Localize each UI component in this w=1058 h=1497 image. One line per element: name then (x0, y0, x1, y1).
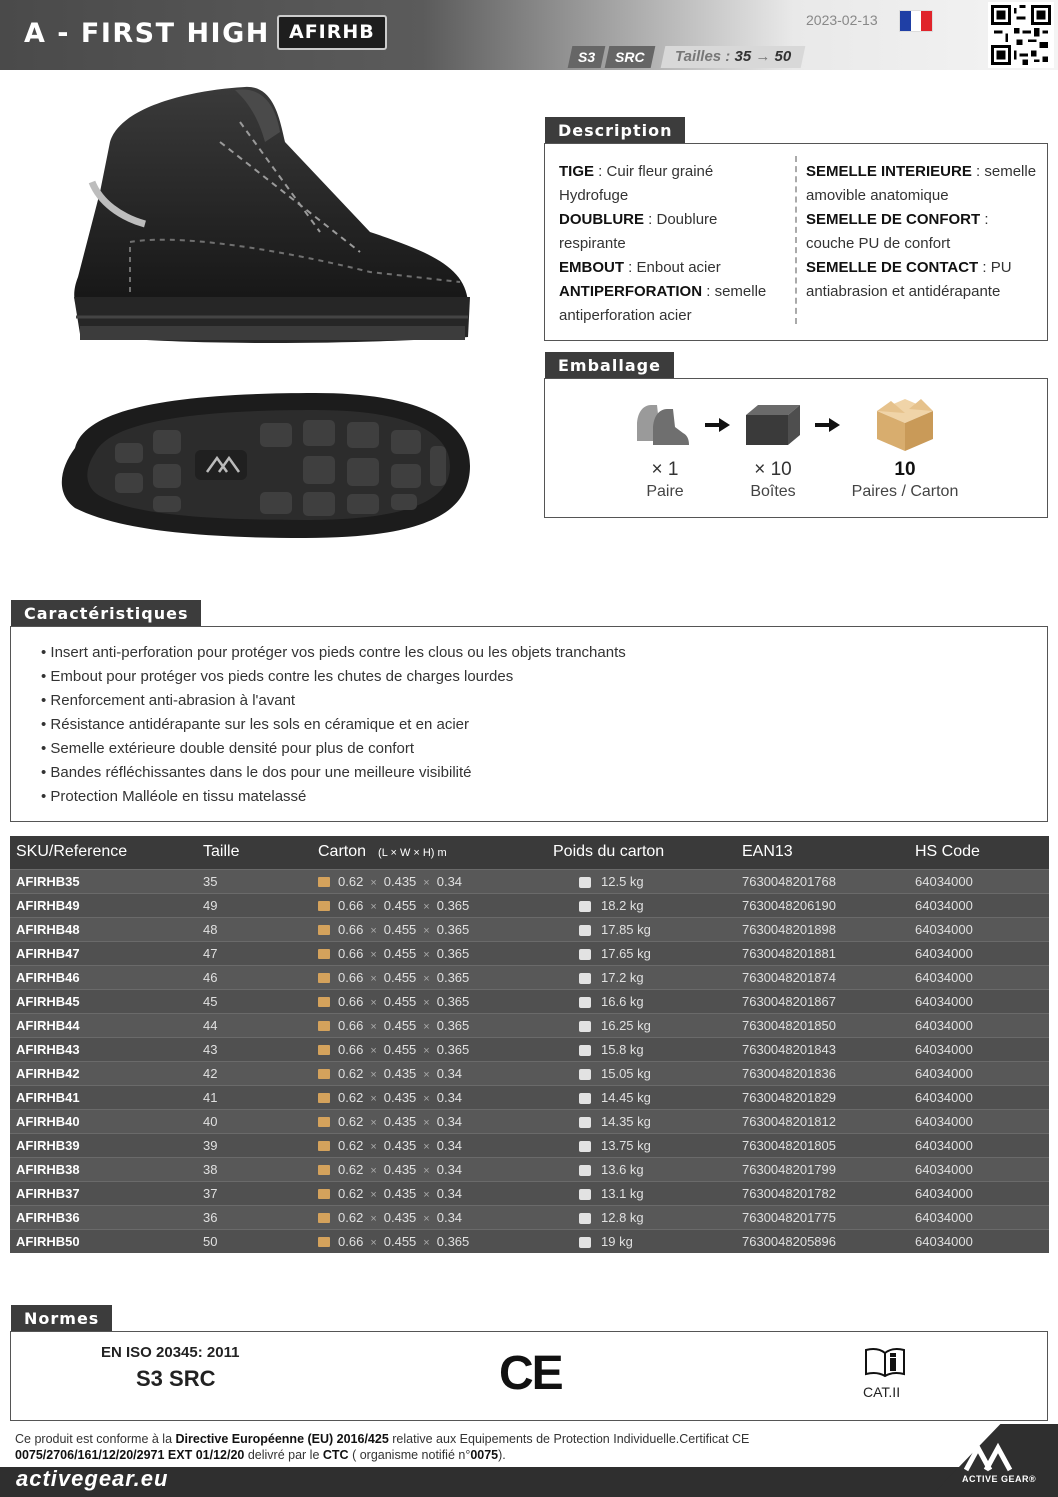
cell-poids: 14.35 kg (547, 1109, 736, 1133)
table-row (10, 1157, 1049, 1181)
cell-sku: AFIRHB45 (10, 989, 197, 1013)
normes-tab: Normes (11, 1305, 112, 1332)
carton-icon (318, 1189, 330, 1199)
cell-sku: AFIRHB40 (10, 1109, 197, 1133)
cell-carton: 0.62 × 0.435 × 0.34 (312, 1085, 547, 1109)
cell-poids: 16.6 kg (547, 989, 736, 1013)
cell-sku: AFIRHB39 (10, 1133, 197, 1157)
weight-icon (579, 1045, 591, 1056)
cell-carton: 0.66 × 0.455 × 0.365 (312, 1037, 547, 1061)
cell-ean: 7630048201874 (736, 965, 909, 989)
cell-carton: 0.66 × 0.455 × 0.365 (312, 917, 547, 941)
cell-carton: 0.62 × 0.435 × 0.34 (312, 869, 547, 893)
category-label: CAT.II (863, 1384, 901, 1400)
cell-hs: 64034000 (909, 965, 1049, 989)
caracteristiques-box (10, 626, 1048, 822)
tag-src: SRC (605, 46, 655, 68)
norme-classification: S3 SRC (136, 1366, 216, 1391)
cell-poids: 17.65 kg (547, 941, 736, 965)
cell-poids: 12.5 kg (547, 869, 736, 893)
cell-sku: AFIRHB49 (10, 893, 197, 917)
cell-sku: AFIRHB35 (10, 869, 197, 893)
cell-ean: 7630048201898 (736, 917, 909, 941)
weight-icon (579, 1213, 591, 1224)
cell-poids: 13.1 kg (547, 1181, 736, 1205)
emballage-tab: Emballage (545, 352, 674, 379)
carton-icon (318, 877, 330, 887)
cell-hs: 64034000 (909, 1037, 1049, 1061)
cell-poids: 19 kg (547, 1229, 736, 1253)
cell-carton: 0.62 × 0.435 × 0.34 (312, 1061, 547, 1085)
boot-side-image (70, 82, 475, 352)
carton-icon (318, 1117, 330, 1127)
cell-ean: 7630048201867 (736, 989, 909, 1013)
carton-icon (318, 997, 330, 1007)
weight-icon (579, 997, 591, 1008)
cell-poids: 17.85 kg (547, 917, 736, 941)
cell-hs: 64034000 (909, 869, 1049, 893)
cell-taille: 45 (197, 989, 312, 1013)
cell-sku: AFIRHB43 (10, 1037, 197, 1061)
cell-carton: 0.62 × 0.435 × 0.34 (312, 1109, 547, 1133)
open-book-info-icon (864, 1346, 906, 1378)
weight-icon (579, 1165, 591, 1176)
cell-hs: 64034000 (909, 1181, 1049, 1205)
cell-sku: AFIRHB42 (10, 1061, 197, 1085)
table-header-row (10, 836, 1049, 869)
table-row (10, 893, 1049, 917)
cell-sku: AFIRHB38 (10, 1157, 197, 1181)
cell-sku: AFIRHB41 (10, 1085, 197, 1109)
carton-icon (318, 1165, 330, 1175)
ce-mark-icon: CE (499, 1347, 562, 1400)
norme-standard: EN ISO 20345: 2011 (101, 1344, 240, 1361)
cell-hs: 64034000 (909, 1205, 1049, 1229)
product-code-badge: AFIRHB (277, 15, 387, 50)
cell-hs: 64034000 (909, 1229, 1049, 1253)
cell-hs: 64034000 (909, 989, 1049, 1013)
website-link[interactable]: activegear.eu (16, 1466, 169, 1491)
cell-ean: 7630048201812 (736, 1109, 909, 1133)
cell-sku: AFIRHB44 (10, 1013, 197, 1037)
feature-item: • Protection Malléole en tissu matelassé (41, 785, 626, 809)
desc-item-semelle-confort: SEMELLE DE CONFORT : couche PU de confort (806, 211, 989, 252)
cell-taille: 44 (197, 1013, 312, 1037)
cell-taille: 37 (197, 1181, 312, 1205)
weight-icon (579, 877, 591, 888)
weight-icon (579, 973, 591, 984)
feature-item: • Bandes réfléchissantes dans le dos pour une meilleure visibilité (41, 761, 626, 785)
cell-carton: 0.66 × 0.455 × 0.365 (312, 893, 547, 917)
carton-icon (318, 1021, 330, 1031)
carton-icon (318, 1141, 330, 1151)
emballage-box (544, 378, 1048, 518)
table-row (10, 1205, 1049, 1229)
emballage-boites: × 10 Boîtes (750, 459, 796, 500)
cell-taille: 35 (197, 869, 312, 893)
weight-icon (579, 1189, 591, 1200)
weight-icon (579, 1117, 591, 1128)
cell-taille: 49 (197, 893, 312, 917)
shoe-box-icon (742, 401, 802, 447)
cell-ean: 7630048201843 (736, 1037, 909, 1061)
product-title: A - FIRST HIGH (24, 18, 270, 49)
cell-taille: 38 (197, 1157, 312, 1181)
emballage-carton: 10 Paires / Carton (851, 459, 959, 500)
table-row (10, 965, 1049, 989)
cell-hs: 64034000 (909, 1157, 1049, 1181)
cell-sku: AFIRHB36 (10, 1205, 197, 1229)
desc-item-tige: TIGE : Cuir fleur grainé Hydrofuge (559, 163, 714, 204)
cell-poids: 13.75 kg (547, 1133, 736, 1157)
carton-icon (318, 901, 330, 911)
cell-carton: 0.66 × 0.455 × 0.365 (312, 1013, 547, 1037)
cell-carton: 0.66 × 0.455 × 0.365 (312, 989, 547, 1013)
cell-taille: 40 (197, 1109, 312, 1133)
cell-ean: 7630048201782 (736, 1181, 909, 1205)
desc-item-semelle-interieure: SEMELLE INTERIEURE : semelle amovible anatomique (806, 163, 1037, 204)
weight-icon (579, 925, 591, 936)
cell-taille: 48 (197, 917, 312, 941)
desc-item-antiperforation: ANTIPERFORATION : semelle antiperforation acier (559, 283, 767, 324)
cell-ean: 7630048201775 (736, 1205, 909, 1229)
cell-carton: 0.62 × 0.435 × 0.34 (312, 1133, 547, 1157)
carton-box-icon (873, 395, 937, 453)
cell-hs: 64034000 (909, 1013, 1049, 1037)
feature-item: • Renforcement anti-abrasion à l'avant (41, 689, 626, 713)
size-range: Tailles : 35 → 50 (660, 46, 805, 68)
features-list (41, 641, 626, 809)
cell-ean: 7630048201881 (736, 941, 909, 965)
cell-taille: 46 (197, 965, 312, 989)
table-row (10, 1229, 1049, 1253)
table-row (10, 869, 1049, 893)
cell-poids: 18.2 kg (547, 893, 736, 917)
cell-ean: 7630048201850 (736, 1013, 909, 1037)
carton-icon (318, 925, 330, 935)
cell-hs: 64034000 (909, 917, 1049, 941)
active-gear-logo-icon (964, 1440, 1016, 1472)
caracteristiques-tab: Caractéristiques (11, 600, 201, 627)
col-header-poids: Poids du carton (547, 836, 736, 869)
cell-carton: 0.66 × 0.455 × 0.365 (312, 965, 547, 989)
cell-ean: 7630048201829 (736, 1085, 909, 1109)
col-header-sku: SKU/Reference (10, 836, 197, 869)
tag-s3: S3 (568, 46, 606, 68)
cell-carton: 0.66 × 0.455 × 0.365 (312, 941, 547, 965)
arrow-right-icon (705, 417, 731, 433)
carton-icon (318, 1093, 330, 1103)
certification-tags (570, 46, 803, 68)
cell-hs: 64034000 (909, 1133, 1049, 1157)
cell-sku: AFIRHB46 (10, 965, 197, 989)
cell-taille: 50 (197, 1229, 312, 1253)
cell-ean: 7630048201805 (736, 1133, 909, 1157)
table-row (10, 1061, 1049, 1085)
table-row (10, 1181, 1049, 1205)
table-row (10, 1085, 1049, 1109)
boot-sole-image (55, 388, 473, 543)
description-right-column (806, 160, 1041, 304)
description-left-column (559, 160, 784, 328)
cell-taille: 39 (197, 1133, 312, 1157)
cell-poids: 12.8 kg (547, 1205, 736, 1229)
cell-ean: 7630048206190 (736, 893, 909, 917)
cell-hs: 64034000 (909, 941, 1049, 965)
cell-poids: 17.2 kg (547, 965, 736, 989)
cell-ean: 7630048205896 (736, 1229, 909, 1253)
qr-code[interactable] (988, 2, 1054, 68)
col-header-ean: EAN13 (736, 836, 909, 869)
cell-sku: AFIRHB37 (10, 1181, 197, 1205)
weight-icon (579, 1141, 591, 1152)
carton-icon (318, 1237, 330, 1247)
cell-poids: 15.8 kg (547, 1037, 736, 1061)
weight-icon (579, 949, 591, 960)
cell-carton: 0.62 × 0.435 × 0.34 (312, 1181, 547, 1205)
cell-poids: 14.45 kg (547, 1085, 736, 1109)
table-row (10, 1037, 1049, 1061)
feature-item: • Insert anti-perforation pour protéger vos pieds contre les clous ou les objets tranchants (41, 641, 626, 665)
feature-item: • Résistance antidérapante sur les sols en céramique et en acier (41, 713, 626, 737)
cell-hs: 64034000 (909, 1061, 1049, 1085)
cell-sku: AFIRHB47 (10, 941, 197, 965)
french-flag-icon (899, 10, 933, 32)
carton-icon (318, 1213, 330, 1223)
brand-name: ACTIVE GEAR® (962, 1474, 1037, 1484)
table-row (10, 1109, 1049, 1133)
emballage-paire: × 1 Paire (646, 459, 684, 500)
table-row (10, 1133, 1049, 1157)
feature-item: • Semelle extérieure double densité pour plus de confort (41, 737, 626, 761)
description-tab: Description (545, 117, 685, 144)
document-date: 2023-02-13 (806, 12, 878, 28)
cell-ean: 7630048201799 (736, 1157, 909, 1181)
carton-icon (318, 973, 330, 983)
weight-icon (579, 1237, 591, 1248)
arrow-right-icon (815, 417, 841, 433)
weight-icon (579, 1093, 591, 1104)
cell-sku: AFIRHB48 (10, 917, 197, 941)
carton-icon (318, 1045, 330, 1055)
cell-poids: 16.25 kg (547, 1013, 736, 1037)
cell-poids: 13.6 kg (547, 1157, 736, 1181)
table-row (10, 989, 1049, 1013)
table-row (10, 1013, 1049, 1037)
cell-ean: 7630048201836 (736, 1061, 909, 1085)
sku-table (10, 836, 1049, 1253)
desc-item-doublure: DOUBLURE : Doublure respirante (559, 211, 718, 252)
cell-taille: 42 (197, 1061, 312, 1085)
boots-pair-icon (633, 399, 693, 447)
description-divider (795, 156, 797, 324)
cell-taille: 47 (197, 941, 312, 965)
cell-sku: AFIRHB50 (10, 1229, 197, 1253)
normes-box (10, 1331, 1048, 1421)
weight-icon (579, 1069, 591, 1080)
description-box (544, 143, 1048, 341)
col-header-taille: Taille (197, 836, 312, 869)
cell-taille: 36 (197, 1205, 312, 1229)
cell-taille: 43 (197, 1037, 312, 1061)
cell-carton: 0.62 × 0.435 × 0.34 (312, 1157, 547, 1181)
cell-carton: 0.62 × 0.435 × 0.34 (312, 1205, 547, 1229)
desc-item-semelle-contact: SEMELLE DE CONTACT : PU antiabrasion et antidérapante (806, 259, 1012, 300)
col-header-hs: HS Code (909, 836, 1049, 869)
cell-poids: 15.05 kg (547, 1061, 736, 1085)
cell-ean: 7630048201768 (736, 869, 909, 893)
col-header-carton: Carton (L × W × H) m (312, 836, 547, 869)
weight-icon (579, 1021, 591, 1032)
feature-item: • Embout pour protéger vos pieds contre les chutes de charges lourdes (41, 665, 626, 689)
desc-item-embout: EMBOUT : Enbout acier (559, 259, 721, 276)
table-row (10, 941, 1049, 965)
legal-notice: Ce produit est conforme à la Directive Européenne (EU) 2016/425 relative aux Equipements de Protection Individuelle.Certificat CE 0075/2706/161/12/20/2971 EXT 01/12/20 delivré par le CTC ( organisme notifié n°0075). (15, 1432, 750, 1462)
cell-carton: 0.66 × 0.455 × 0.365 (312, 1229, 547, 1253)
weight-icon (579, 901, 591, 912)
carton-icon (318, 949, 330, 959)
carton-icon (318, 1069, 330, 1079)
cell-hs: 64034000 (909, 1109, 1049, 1133)
table-row (10, 917, 1049, 941)
cell-hs: 64034000 (909, 893, 1049, 917)
cell-hs: 64034000 (909, 1085, 1049, 1109)
cell-taille: 41 (197, 1085, 312, 1109)
